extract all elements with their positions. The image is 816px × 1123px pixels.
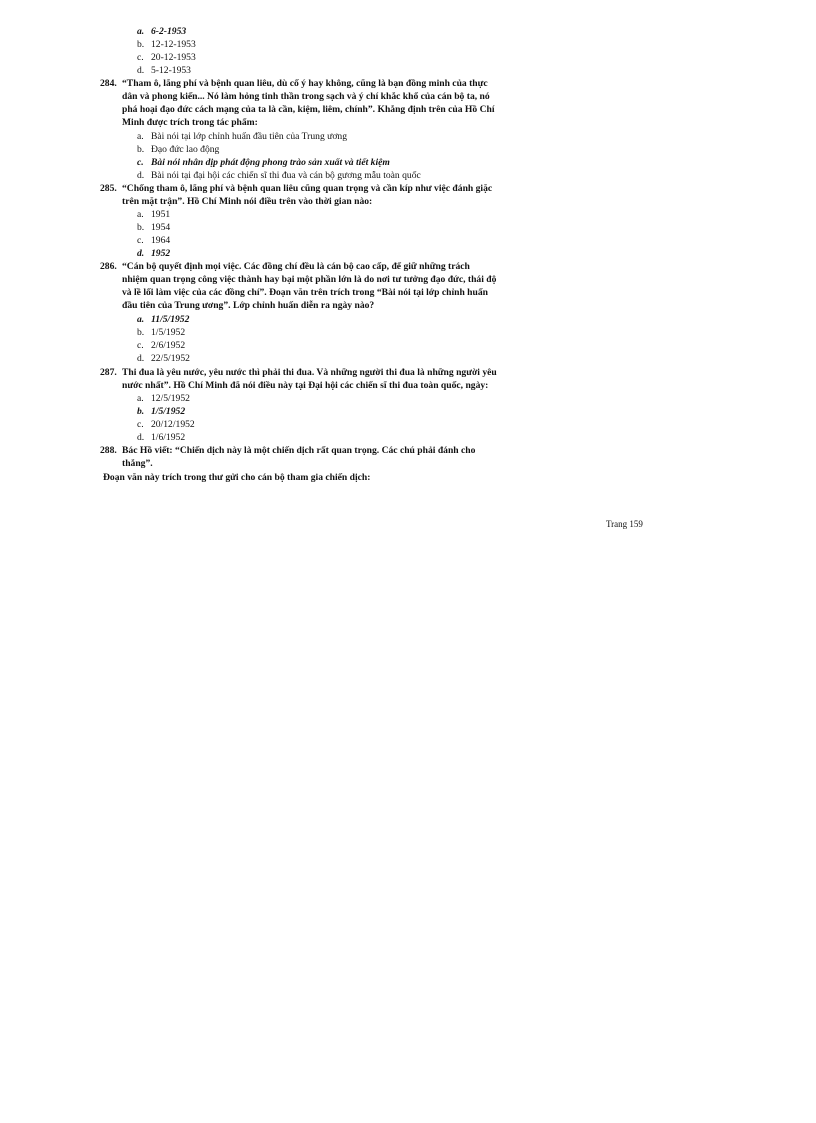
q285-option-b: b. 1954: [137, 222, 171, 233]
question-286-line-2: nhiệm quan trọng công việc thành hay bại một phần lớn là do nơi tư tưởng đạo đức, thái độ: [122, 274, 497, 285]
question-284: 284. “Tham ô, lãng phí và bệnh quan liêu, dù cố ý hay không, cũng là bạn đồng minh của thực: [100, 78, 488, 89]
q284-option-a: a. Bài nói tại lớp chỉnh huấn đầu tiên của Trung ương: [137, 131, 348, 142]
option-d-prev: d. 5-12-1953: [137, 65, 191, 76]
q284-option-b: b. Đạo đức lao động: [137, 144, 220, 155]
question-286-line-3: và lề lối làm việc của các đồng chí”. Đoạn văn trên trích trong “Bài nói tại lớp chỉnh huấn: [122, 287, 488, 298]
question-287-line-2: nước nhất”. Hồ Chí Minh đã nói điều này tại Đại hội các chiến sĩ thi đua toàn quốc, ngày:: [122, 380, 489, 391]
q287-option-c: c. 20/12/1952: [137, 419, 195, 430]
option-c-prev: c. 20-12-1953: [137, 52, 196, 63]
question-285-line-2: trên mặt trận”. Hồ Chí Minh nói điều trên vào thời gian nào:: [122, 196, 373, 207]
q287-option-a: a. 12/5/1952: [137, 393, 190, 404]
question-284-line-2: dân và phong kiến... Nó làm hỏng tinh thần trong sạch và ý chí khắc khổ của cán bộ ta, nó: [122, 91, 490, 102]
q284-option-c: c. Bài nói nhân dịp phát động phong trào sản xuất và tiết kiệm: [137, 157, 390, 168]
question-288-line-2: thắng”.: [122, 458, 153, 469]
question-287: 287. Thi đua là yêu nước, yêu nước thì phải thi đua. Và những người thi đua là những người yêu: [100, 367, 497, 378]
question-286: 286. “Cán bộ quyết định mọi việc. Các đồng chí đều là cán bộ cao cấp, để giữ những trách: [100, 261, 470, 272]
q287-option-d: d. 1/6/1952: [137, 432, 186, 443]
question-288-prompt: Đoạn văn này trích trong thư gửi cho cán bộ tham gia chiến dịch:: [103, 472, 371, 483]
q284-option-d: d. Bài nói tại đại hội các chiến sĩ thi đua và cán bộ gương mẫu toàn quốc: [137, 170, 421, 181]
option-b-prev: b. 12-12-1953: [137, 39, 196, 50]
q285-option-c: c. 1964: [137, 235, 171, 246]
question-286-line-4: đầu tiên của Trung ương”. Lớp chỉnh huấn diễn ra ngày nào?: [122, 300, 375, 311]
option-a-prev: a. 6-2-1953: [137, 26, 187, 37]
page-number: Trang 159: [606, 519, 643, 529]
question-284-line-3: phá hoại đạo đức cách mạng của ta là cần, kiệm, liêm, chính”. Khẳng định trên của Hồ Chí: [122, 104, 495, 115]
q286-option-d: d. 22/5/1952: [137, 353, 190, 364]
q285-option-a: a. 1951: [137, 209, 171, 220]
q285-option-d: d. 1952: [137, 248, 171, 259]
question-284-line-4: Minh được trích trong tác phẩm:: [122, 117, 258, 128]
q286-option-a: a. 11/5/1952: [137, 314, 190, 325]
question-288: 288. Bác Hồ viết: “Chiến dịch này là một chiến dịch rất quan trọng. Các chú phải đánh cho: [100, 445, 476, 456]
q286-option-c: c. 2/6/1952: [137, 340, 186, 351]
q286-option-b: b. 1/5/1952: [137, 327, 186, 338]
q287-option-b: b. 1/5/1952: [137, 406, 186, 417]
question-285: 285. “Chống tham ô, lãng phí và bệnh quan liêu cũng quan trọng và cần kíp như việc đánh giặc: [100, 183, 493, 194]
